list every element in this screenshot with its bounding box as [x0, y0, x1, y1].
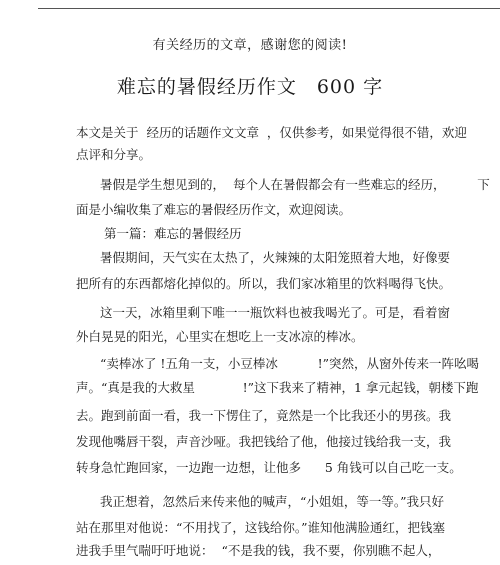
body-line: 面是小编收集了难忘的暑假经历作文，欢迎阅读。 — [76, 202, 352, 217]
section-heading: 第一篇：难忘的暑假经历 — [104, 226, 242, 241]
body-line: 去。跑到前面一看，我一下愣住了，竟然是一个比我还小的男孩。我 — [76, 408, 452, 423]
body-line: 外白晃晃的阳光，心里实在想吃上一支冰凉的棒冰。 — [76, 329, 364, 344]
body-line: “卖棒冰了 !五角一支，小豆棒冰 !”突然，从窗外传来一阵吆喝 — [100, 356, 480, 371]
body-line: 我正想着，忽然后来传来他的喊声，“小姐姐，等一等。”我只好 — [100, 494, 445, 509]
body-line: 把所有的东西都熔化掉似的。所以，我们家冰箱里的饮料喝得飞快。 — [76, 276, 452, 291]
body-line: 进我手里气喘吁吁地说： “不是我的钱，我不要，你别瞧不起人， — [76, 543, 441, 558]
body-line: 本文是关于 经历的话题作文文章 ，仅供参考，如果觉得很不错，欢迎 — [76, 125, 467, 140]
body-line: 点评和分享。 — [76, 147, 152, 162]
body-line: 转身急忙跑回家，一边跑一边想，让他多 5 角钱可以自己吃一支。 — [76, 460, 462, 475]
body-line: 发现他嘴唇干裂，声音沙哑。我把钱给了他，他接过钱给我一支，我 — [76, 434, 452, 449]
body-line: 站在那里对他说：“不用找了，这钱给你。”谁知他满脸通红，把钱塞 — [76, 520, 446, 535]
body-line: 声。“真是我的大救星 !”这下我来了精神，1 拿元起钱，朝楼下跑 — [76, 380, 479, 395]
document-title: 难忘的暑假经历作文 600 字 — [116, 76, 384, 98]
body-line: 暑假期间，天气实在太热了，火辣辣的太阳笼照着大地，好像要 — [100, 250, 451, 265]
body-line: 暑假是学生想见到的， 每个人在暑假都会有一些难忘的经历， 下 — [100, 177, 490, 192]
header-note: 有关经历的文章，感谢您的阅读! — [152, 38, 348, 53]
body-line: 这一天，冰箱里剩下唯一一瓶饮料也被我喝光了。可是，看着窗 — [100, 305, 451, 320]
top-rule — [38, 8, 500, 9]
